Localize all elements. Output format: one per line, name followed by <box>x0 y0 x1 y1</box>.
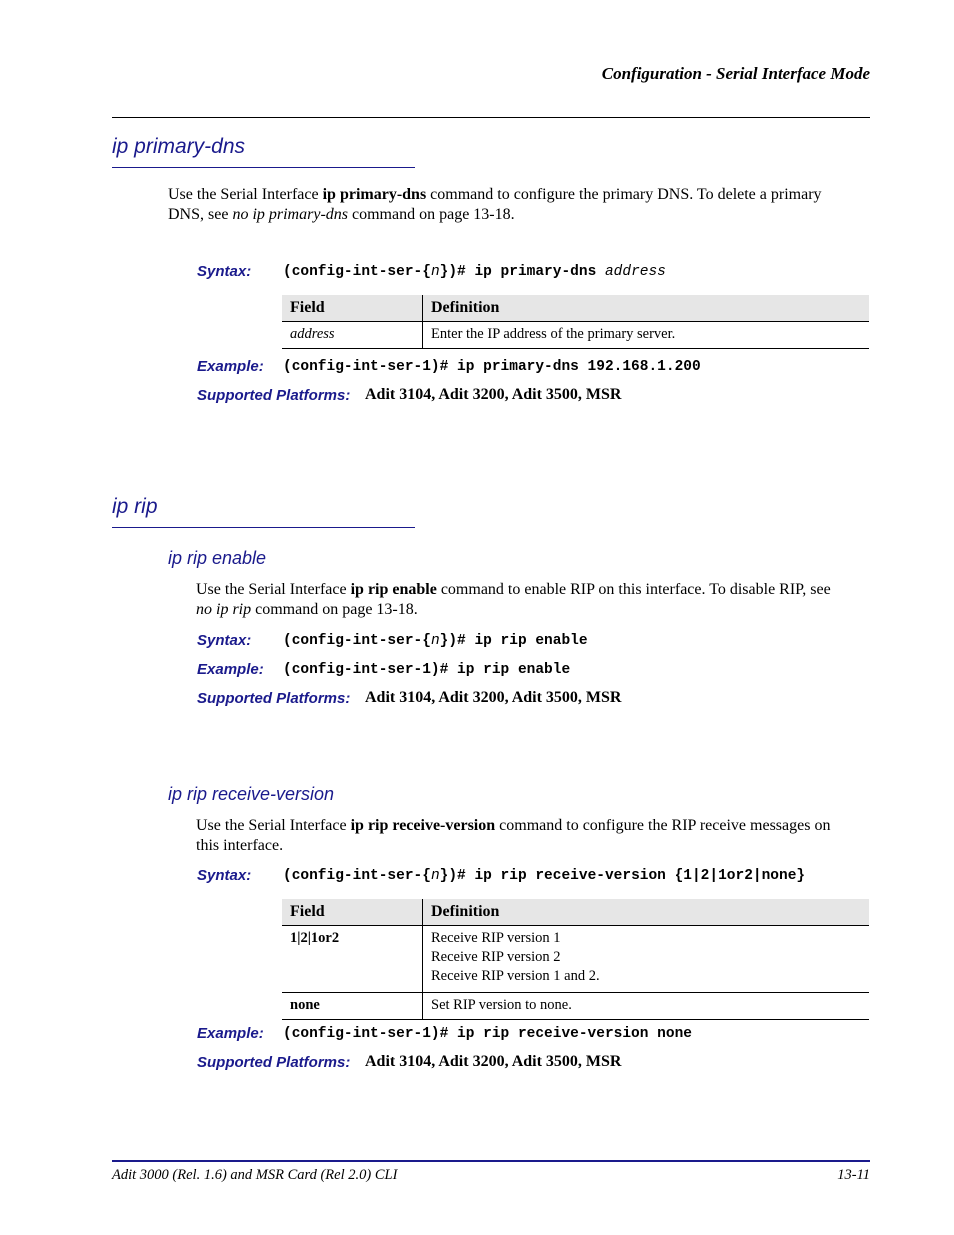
heading-ip-rip: ip rip <box>112 495 158 518</box>
running-header: Configuration - Serial Interface Mode <box>601 64 870 83</box>
supported-platforms-value: Adit 3104, Adit 3200, Adit 3500, MSR <box>365 689 622 706</box>
syntax-label: Syntax: <box>197 263 252 280</box>
footer-title: Adit 3000 (Rel. 1.6) and MSR Card (Rel 2.0) CLI <box>112 1167 398 1183</box>
definition-cell: Enter the IP address of the primary server. <box>431 326 676 342</box>
supported-platforms-value: Adit 3104, Adit 3200, Adit 3500, MSR <box>365 1053 622 1070</box>
example-label: Example: <box>197 358 264 375</box>
supported-platforms-label: Supported Platforms: <box>197 387 351 404</box>
footer-rule <box>112 1160 870 1162</box>
field-column-header: Field <box>282 295 423 322</box>
rip-receive-version-description: Use the Serial Interface ip rip receive-version command to configure the RIP receive messages on this interface. <box>196 817 831 854</box>
primary-dns-description: Use the Serial Interface ip primary-dns command to configure the primary DNS. To delete a primary DNS, see no ip primary-dns command on page 13-18. <box>168 186 822 223</box>
example-code: (config-int-ser-1)# ip rip enable <box>283 662 571 678</box>
header-rule <box>112 117 870 118</box>
primary-dns-field-table <box>282 295 869 349</box>
table-row <box>282 926 869 993</box>
heading-rule <box>112 527 415 528</box>
field-cell: 1|2|1or2 <box>282 926 423 993</box>
definition-column-header: Definition <box>423 295 870 322</box>
subheading-ip-rip-enable: ip rip enable <box>168 548 267 568</box>
definition-cell: Receive RIP version 1 Receive RIP version 2 Receive RIP version 1 and 2. <box>431 930 600 984</box>
table-header-row <box>282 899 869 926</box>
definition-cell: Set RIP version to none. <box>431 997 572 1013</box>
syntax-code: (config-int-ser-{n})# ip rip enable <box>283 633 588 649</box>
syntax-code: (config-int-ser-{n})# ip rip receive-version {1|2|1or2|none} <box>283 868 806 884</box>
definition-column-header: Definition <box>423 899 870 926</box>
field-column-header: Field <box>282 899 423 926</box>
example-code: (config-int-ser-1)# ip primary-dns 192.168.1.200 <box>283 359 701 375</box>
heading-ip-primary-dns: ip primary-dns <box>112 135 246 158</box>
syntax-label: Syntax: <box>197 632 252 649</box>
example-label: Example: <box>197 661 264 678</box>
table-row <box>282 993 869 1020</box>
field-cell: address <box>282 322 423 349</box>
supported-platforms-label: Supported Platforms: <box>197 1054 351 1071</box>
table-header-row <box>282 295 869 322</box>
supported-platforms-label: Supported Platforms: <box>197 690 351 707</box>
rip-enable-description: Use the Serial Interface ip rip enable command to enable RIP on this interface. To disable RIP, see no ip rip command on page 13-18. <box>196 581 831 618</box>
page-number: 13-11 <box>837 1167 870 1183</box>
supported-platforms-value: Adit 3104, Adit 3200, Adit 3500, MSR <box>365 386 622 403</box>
syntax-label: Syntax: <box>197 867 252 884</box>
subheading-ip-rip-receive-version: ip rip receive-version <box>168 784 335 804</box>
heading-rule <box>112 167 415 168</box>
rip-receive-version-field-table <box>282 899 869 1020</box>
field-cell: none <box>282 993 423 1020</box>
example-code: (config-int-ser-1)# ip rip receive-version none <box>283 1026 692 1042</box>
table-row <box>282 322 869 349</box>
example-label: Example: <box>197 1025 264 1042</box>
syntax-code: (config-int-ser-{n})# ip primary-dns address <box>283 264 666 280</box>
